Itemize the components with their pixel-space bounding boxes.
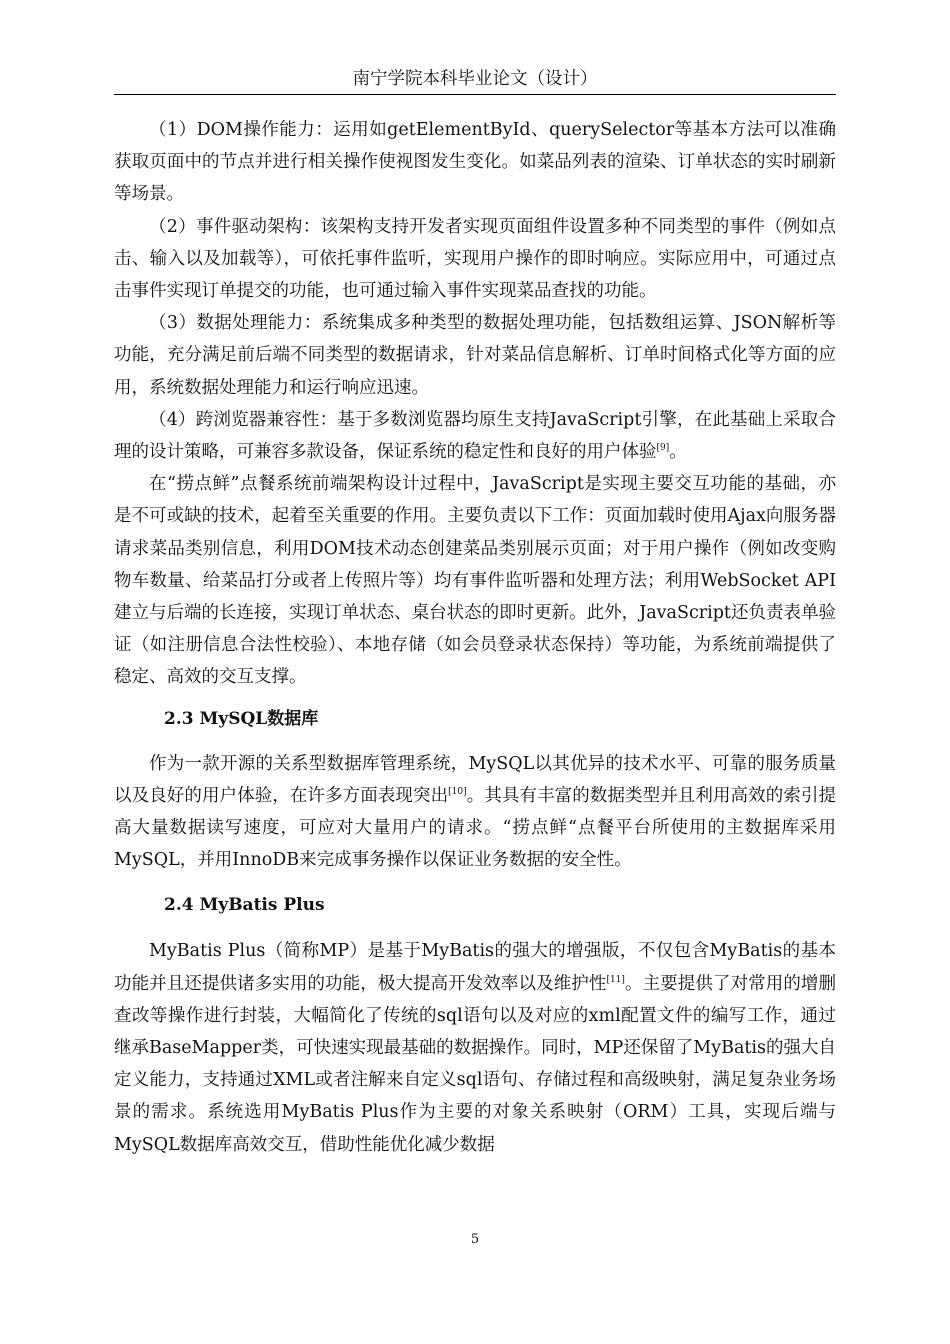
paragraph-text-tail: 。主要提供了对常用的增删查改等操作进行封装，大幅简化了传统的sql语句以及对应的xml配置文件的编写工作，通过继承BaseMapper类，可快速实现最基础的数据操作。同时，MP还保留了MyBatis的强大自定义能力，支持通过XML或者注解来自定义sql语句、存储过程和高级映射，满足复杂业务场景的需求。系统选用MyBatis Plus作为主要的对象关系映射（ORM）工具，实现后端与MySQL数据库高效交互，借助性能优化减少数据 <box>114 973 837 1155</box>
citation-10: [10] <box>448 786 467 797</box>
paragraph-events: （2）事件驱动架构：该架构支持开发者实现页面组件设置多种不同类型的事件（例如点击、输入以及加载等），可依托事件监听，实现用户操作的即时响应。实际应用中，可通过点击事件实现订单提交的功能，也可通过输入事件实现菜品查找的功能。 <box>114 216 836 302</box>
section-heading-mybatis-plus: 2.4 MyBatis Plus <box>164 895 325 916</box>
citation-9: [9] <box>656 443 670 454</box>
paragraph-mysql <box>114 748 836 877</box>
paragraph-dom: （1）DOM操作能力：运用如getElementById、querySelector等基本方法可以准确获取页面中的节点并进行相关操作使视图发生变化。如菜品列表的渲染、订单状态的实时刷新等场景。 <box>114 120 836 205</box>
paragraph-data-processing: （3）数据处理能力：系统集成多种类型的数据处理功能，包括数组运算、JSON解析等功能，充分满足前后端不同类型的数据请求，针对菜品信息解析、订单时间格式化等方面的应用，系统数据处理能力和运行响应迅速。 <box>114 313 836 398</box>
section-heading-mysql: 2.3 MySQL数据库 <box>164 708 319 729</box>
paragraph-mybatis-plus <box>114 935 836 1160</box>
running-header: 南宁学院本科毕业论文（设计） <box>114 66 836 95</box>
paragraph-compatibility <box>114 404 836 468</box>
body-text <box>114 114 836 1161</box>
paragraph-text: （4）跨浏览器兼容性：基于多数浏览器均原生支持JavaScript引擎，在此基础上采取合理的设计策略，可兼容多款设备，保证系统的稳定性和良好的用户体验 <box>114 409 836 463</box>
paragraph-javascript-role: 在“捞点鲜”点餐系统前端架构设计过程中，JavaScript是实现主要交互功能的基础，亦是不可或缺的技术，起着至关重要的作用。主要负责以下工作：页面加载时使用Ajax向服务器请求菜品类别信息，利用DOM技术动态创建菜品类别展示页面；对于用户操作（例如改变购物车数量、给菜品打分或者上传照片等）均有事件监听器和处理方法；利用WebSocket API建立与后端的长连接，实现订单状态、桌台状态的即时更新。此外，JavaScript还负责表单验证（如注册信息合法性校验）、本地存储（如会员登录状态保持）等功能，为系统前端提供了稳定、高效的交互支撑。 <box>114 474 836 688</box>
paragraph-text-tail: 。其具有丰富的数据类型并且利用高效的索引提高大量数据读写速度，可应对大量用户的请求。“捞点鲜“点餐平台所使用的主数据库采用MySQL，并用InnoDB来完成事务操作以保证业务数据的安全性。 <box>114 785 837 871</box>
paragraph-text: MyBatis Plus（简称MP）是基于MyBatis的强大的增强版，不仅包含MyBatis的基本功能并且还提供诸多实用的功能，极大提高开发效率以及维护性 <box>114 941 836 994</box>
page-number: 5 <box>470 1232 480 1247</box>
citation-11: [11] <box>606 974 625 985</box>
paragraph-text: 作为一款开源的关系型数据库管理系统，MySQL以其优异的技术水平、可靠的服务质量以及良好的用户体验，在许多方面表现突出 <box>114 753 836 806</box>
paragraph-text-tail: 。 <box>669 442 687 463</box>
